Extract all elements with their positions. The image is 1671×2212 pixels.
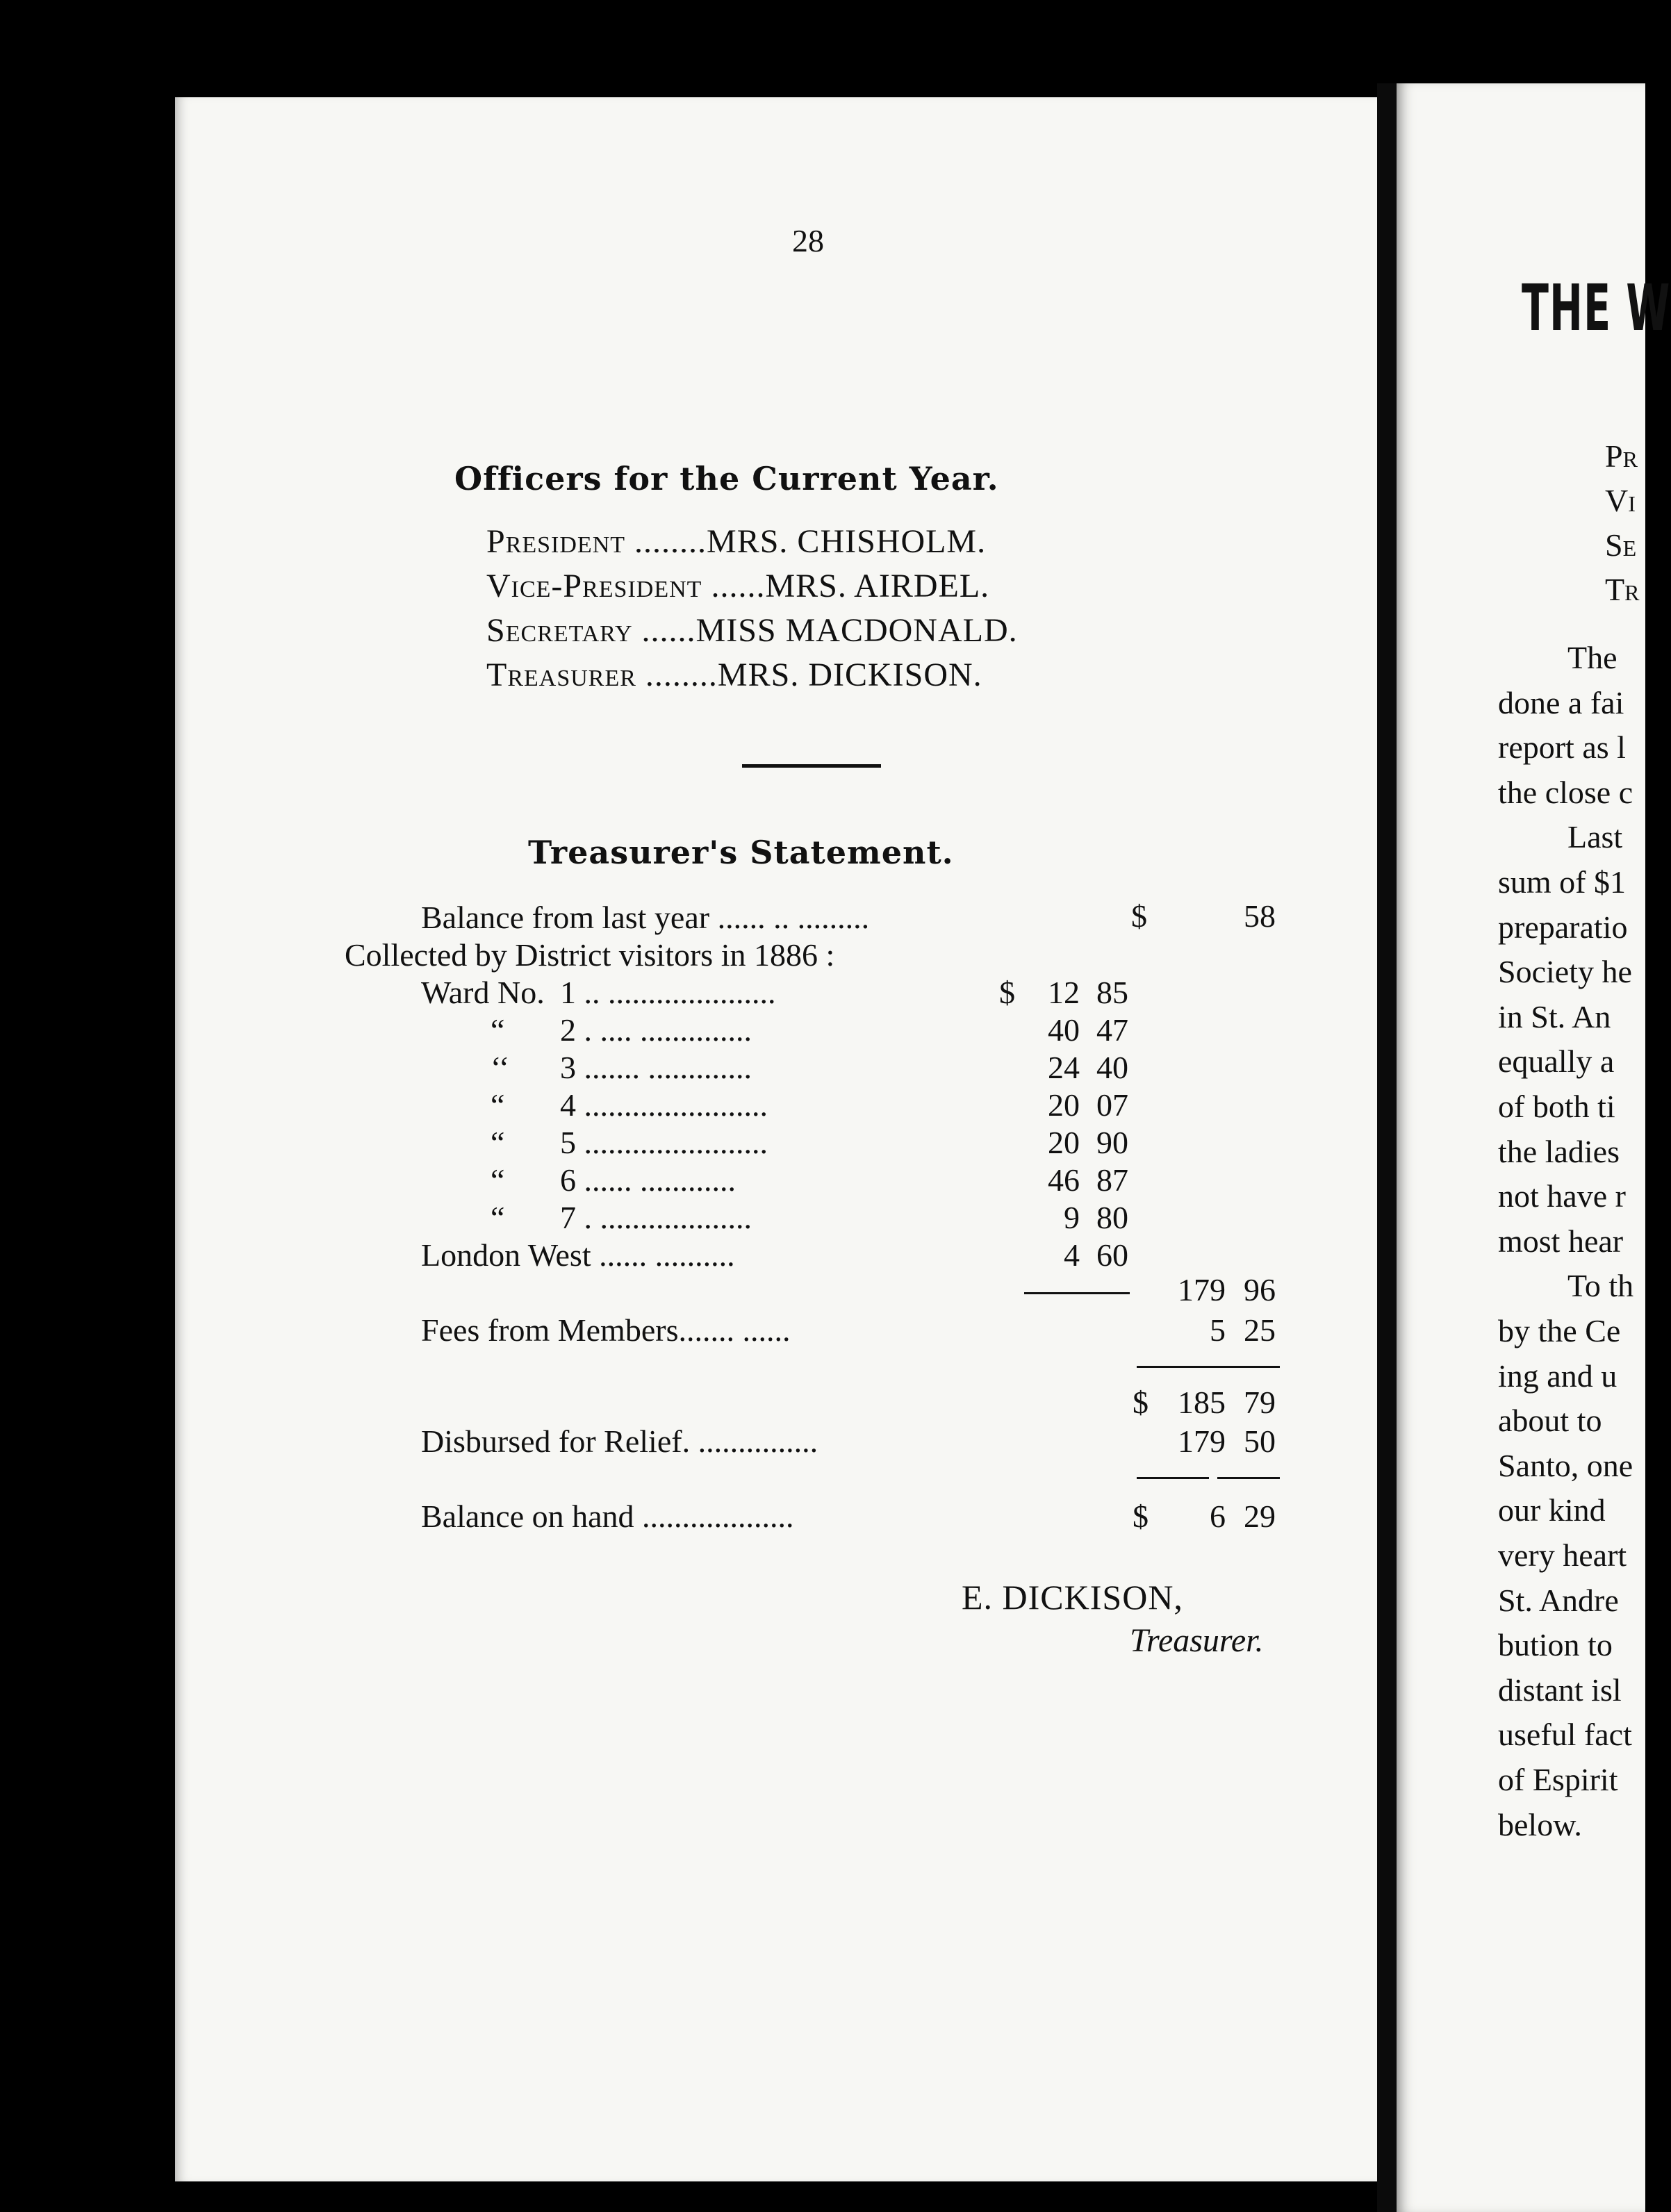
right-text-line: report as l bbox=[1498, 729, 1626, 766]
ward-row bbox=[491, 1124, 768, 1161]
ward-number: 4 bbox=[560, 1087, 576, 1123]
fees-dollars: 5 bbox=[1210, 1312, 1226, 1348]
right-text-line: To th bbox=[1567, 1268, 1634, 1304]
ward-dollars: 24 bbox=[1048, 1050, 1080, 1085]
ward-number: 5 bbox=[560, 1125, 576, 1160]
right-page bbox=[1397, 83, 1671, 2212]
officer-leader: ...... bbox=[632, 612, 696, 649]
balance-on-hand-cents: 29 bbox=[1244, 1499, 1276, 1534]
right-officer-fragment: Tr bbox=[1605, 572, 1640, 607]
right-text-line: about to bbox=[1498, 1403, 1602, 1439]
right-text-line: preparatio bbox=[1498, 909, 1628, 945]
ward-leader: . .... .............. bbox=[576, 1012, 752, 1048]
officer-name: MRS. DICKISON. bbox=[717, 657, 982, 693]
ward-number: 2 bbox=[560, 1012, 576, 1048]
ward-dollars: 12 bbox=[1048, 975, 1080, 1010]
right-text-line: in St. An bbox=[1498, 998, 1611, 1034]
right-text-line: of Espirit bbox=[1498, 1762, 1618, 1797]
officer-name: MRS. AIRDEL. bbox=[765, 568, 990, 604]
fees-cents: 25 bbox=[1244, 1312, 1276, 1348]
ward-row bbox=[491, 1087, 768, 1123]
officer-name: MRS. CHISHOLM. bbox=[707, 523, 987, 560]
london-west-cents: 60 bbox=[1096, 1237, 1128, 1273]
officer-row bbox=[486, 611, 1018, 650]
grand-total-dollar: $ bbox=[1133, 1385, 1149, 1420]
ward-row bbox=[491, 1049, 752, 1086]
ward-leader: . ................... bbox=[576, 1200, 752, 1235]
balance-last-year-cents: 58 bbox=[1244, 898, 1276, 934]
right-text-line: the close c bbox=[1498, 774, 1633, 810]
right-officer-fragment: Se bbox=[1605, 527, 1637, 563]
officer-row bbox=[486, 522, 986, 561]
right-text-line: useful fact bbox=[1498, 1717, 1632, 1753]
ward-cents: 87 bbox=[1096, 1162, 1128, 1198]
ward-number: 7 bbox=[560, 1200, 576, 1235]
officer-title: Treasurer bbox=[486, 657, 636, 693]
ward-dollars: 40 bbox=[1048, 1012, 1080, 1048]
grand-total-cents: 79 bbox=[1244, 1385, 1276, 1420]
officer-leader: ........ bbox=[625, 523, 707, 560]
right-officer-fragment: Pr bbox=[1605, 438, 1638, 474]
ward-cents: 47 bbox=[1096, 1012, 1128, 1048]
officer-leader: ...... bbox=[702, 568, 766, 604]
right-text-line: distant isl bbox=[1498, 1672, 1622, 1708]
ward-cents: 90 bbox=[1096, 1125, 1128, 1160]
right-text-line: ing and u bbox=[1498, 1357, 1618, 1394]
ward-number: 3 bbox=[560, 1050, 576, 1085]
ward-mark: ‘‘ bbox=[491, 1050, 510, 1085]
ward-row bbox=[491, 1199, 752, 1236]
page-number: 28 bbox=[792, 223, 824, 258]
right-text-line: our kind bbox=[1498, 1492, 1606, 1528]
section-divider bbox=[742, 764, 881, 768]
ward-leader: .. ..................... bbox=[576, 975, 776, 1010]
ward-cents: 85 bbox=[1096, 975, 1128, 1010]
ward-mark: Ward No. bbox=[421, 975, 545, 1010]
ward-number: 6 bbox=[560, 1162, 576, 1198]
ward-leader: ...... ............ bbox=[576, 1162, 736, 1198]
balance-on-hand-label: Balance on hand ................... bbox=[421, 1499, 794, 1534]
right-text-line: most hear bbox=[1498, 1223, 1624, 1259]
right-text-line: The bbox=[1567, 640, 1618, 675]
right-text-line: by the Ce bbox=[1498, 1313, 1621, 1348]
ward-mark: “ bbox=[491, 1162, 505, 1198]
right-text-line: equally a bbox=[1498, 1043, 1615, 1080]
right-text-line: very heart bbox=[1498, 1537, 1627, 1573]
right-text-line: bution to bbox=[1498, 1627, 1613, 1663]
ward-dollars: 46 bbox=[1048, 1162, 1080, 1198]
ward-dollar-sign: $ bbox=[999, 975, 1015, 1010]
right-text-line: Last bbox=[1567, 819, 1623, 855]
ward-cents: 80 bbox=[1096, 1200, 1128, 1235]
balance-on-hand-dollars: 6 bbox=[1210, 1499, 1226, 1534]
statement-heading: Treasurer's Statement. bbox=[528, 834, 954, 871]
right-text-line: of both ti bbox=[1498, 1089, 1615, 1124]
officer-title: Secretary bbox=[486, 612, 633, 649]
ward-cents: 40 bbox=[1096, 1050, 1128, 1085]
right-text-line: done a fai bbox=[1498, 684, 1624, 720]
collected-heading: Collected by District visitors in 1886 : bbox=[345, 937, 835, 973]
right-officer-fragment: Vi bbox=[1605, 483, 1636, 518]
right-text-line: below. bbox=[1498, 1806, 1582, 1842]
total-rule bbox=[1137, 1366, 1280, 1368]
balance-on-hand-dollar: $ bbox=[1133, 1499, 1149, 1534]
officer-title: President bbox=[486, 523, 626, 560]
left-page bbox=[175, 97, 1377, 2181]
officers-heading: Officers for the Current Year. bbox=[454, 460, 999, 497]
wards-total-cents: 96 bbox=[1244, 1272, 1276, 1307]
wards-total-dollars: 179 bbox=[1178, 1272, 1226, 1307]
right-page-title: THE W bbox=[1522, 271, 1671, 345]
right-text-line: the ladies bbox=[1498, 1133, 1620, 1169]
officer-row bbox=[486, 567, 989, 605]
ward-row bbox=[491, 1012, 752, 1048]
ward-leader: ....................... bbox=[576, 1125, 768, 1160]
book-gutter bbox=[1377, 83, 1397, 2212]
fees-label: Fees from Members....... ...... bbox=[421, 1312, 791, 1348]
ward-mark: “ bbox=[491, 1087, 505, 1123]
balance-last-year-dollar: $ bbox=[1131, 898, 1147, 934]
officer-row bbox=[486, 656, 982, 694]
disbursed-label: Disbursed for Relief. ............... bbox=[421, 1423, 818, 1459]
ward-dollars: 20 bbox=[1048, 1087, 1080, 1123]
officer-leader: ........ bbox=[636, 657, 718, 693]
ward-cents: 07 bbox=[1096, 1087, 1128, 1123]
ward-dollars: 9 bbox=[1064, 1200, 1080, 1235]
ward-leader: ....................... bbox=[576, 1087, 768, 1123]
grand-total-dollars: 185 bbox=[1178, 1385, 1226, 1420]
subtotal-rule bbox=[1024, 1292, 1130, 1294]
ward-leader: ....... ............. bbox=[576, 1050, 752, 1085]
ward-number: 1 bbox=[560, 975, 576, 1010]
balance-rule-dollars bbox=[1137, 1477, 1209, 1479]
disbursed-cents: 50 bbox=[1244, 1423, 1276, 1459]
ward-row bbox=[421, 974, 776, 1011]
right-text-line: Society he bbox=[1498, 954, 1632, 990]
london-west-label: London West ...... .......... bbox=[421, 1237, 735, 1273]
signature-title: Treasurer. bbox=[1130, 1622, 1264, 1659]
ward-row bbox=[491, 1162, 736, 1198]
officer-title: Vice-President bbox=[486, 568, 702, 604]
ward-mark: “ bbox=[491, 1125, 505, 1160]
right-text-line: sum of $1 bbox=[1498, 864, 1626, 900]
disbursed-dollars: 179 bbox=[1178, 1423, 1226, 1459]
ward-mark: “ bbox=[491, 1012, 505, 1048]
london-west-dollars: 4 bbox=[1064, 1237, 1080, 1273]
right-text-line: Santo, one bbox=[1498, 1447, 1633, 1483]
right-text-line: not have r bbox=[1498, 1178, 1626, 1214]
ward-dollars: 20 bbox=[1048, 1125, 1080, 1160]
signature-name: E. DICKISON, bbox=[962, 1578, 1183, 1617]
ward-mark: “ bbox=[491, 1200, 505, 1235]
officer-name: MISS MACDONALD. bbox=[695, 612, 1018, 649]
right-text-line: St. Andre bbox=[1498, 1582, 1619, 1618]
balance-rule-cents bbox=[1217, 1477, 1280, 1479]
balance-last-year-label: Balance from last year ...... .. ......... bbox=[421, 900, 870, 935]
